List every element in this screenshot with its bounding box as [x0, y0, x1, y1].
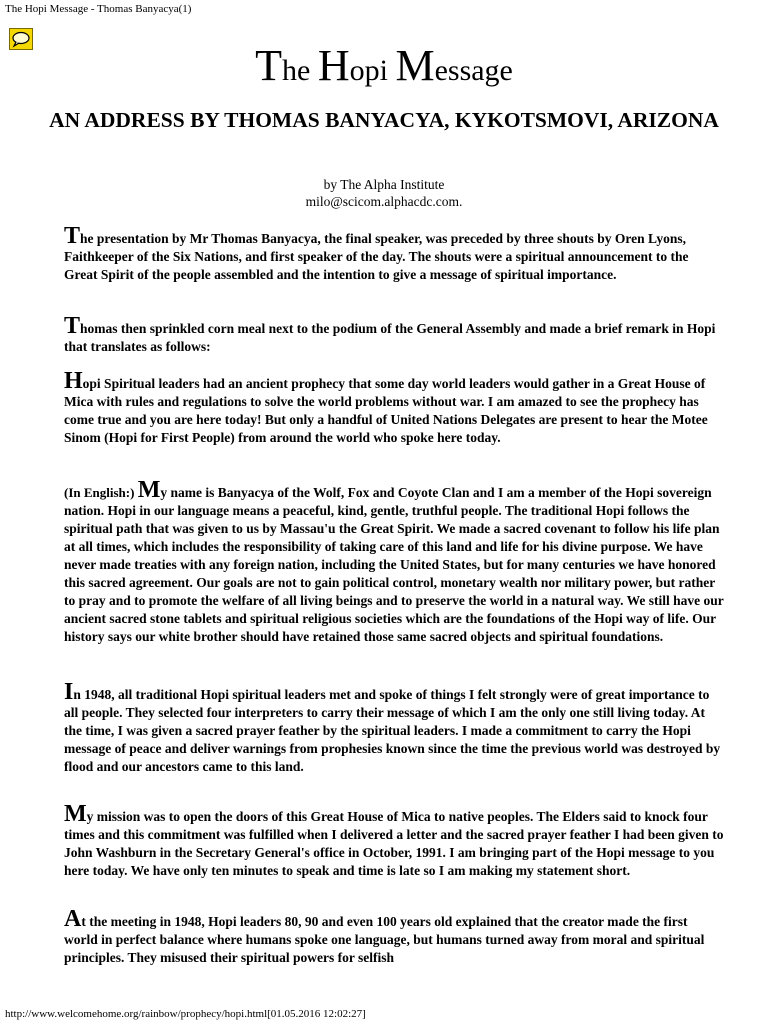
paragraph-6: My mission was to open the doors of this Great House of Mica to native peoples. The Elders said to knock four times and this commitment was fulfilled when I delivered a letter and the sacred prayer feather I had been given to John Washburn in the Secretary General's office in October, 1991. I am bringing part of the Hopi message to you here today. We have only ten minutes to speak and time is late so I am making my statement short.	[64, 801, 724, 878]
byline	[0, 177, 768, 210]
address-subtitle: AN ADDRESS BY THOMAS BANYACYA, KYKOTSMOVI, ARIZONA	[49, 108, 719, 132]
paragraph-5: In 1948, all traditional Hopi spiritual leaders met and spoke of things I felt strongly were of great importance to all people. They selected four interpreters to carry their message of which I am the only one still living today. At the time, I was given a sacred prayer feather by the spiritual leaders. I made a commitment to carry the Hopi message of peace and deliver warnings from prophesies known since the time the previous world was destroyed by flood and our ancestors came to this land.	[64, 679, 721, 774]
paragraph-1: The presentation by Mr Thomas Banyacya, the final speaker, was preceded by three shouts by Oren Lyons, Faithkeeper of the Six Nations, and first speaker of the day. The shouts were a spiritual announcement to the Great Spirit of the people assembled and the intention to give a message of spiritual importance.	[64, 223, 689, 282]
paragraph-2: Thomas then sprinkled corn meal next to the podium of the General Assembly and made a brief remark in Hopi that translates as follows:	[64, 313, 716, 354]
browser-page-title: The Hopi Message - Thomas Banyacya(1)	[5, 3, 192, 15]
byline-email: milo@scicom.alphacdc.com.	[305, 193, 463, 209]
paragraph-4: (In English:) My name is Banyacya of the Wolf, Fox and Coyote Clan and I am a member of the Hopi sovereign nation. Hopi in our language means a peaceful, kind, gentle, truthful people. The traditional Hopi follows the spiritual path that was given to us by Massau'u the Great Spirit. We made a sacred covenant to follow his life plan at all times, which includes the responsibility of taking care of this land and life for his divine purpose. We have never made treaties with any foreign nation, including the United States, but for many centuries we have honored this sacred agreement. Our goals are not to gain political control, monetary wealth nor military power, but rather to pray and to promote the welfare of all living beings and to preserve the world in a natural way. We still have our ancient sacred stone tablets and spiritual religious societies which are the foundations of the Hopi way of life. Our history says our white brother should have retained those same sacred objects and spiritual foundations.	[64, 477, 724, 644]
page-title: The Hopi Message	[255, 41, 513, 90]
byline-author: by The Alpha Institute	[323, 177, 445, 192]
paragraph-7: At the meeting in 1948, Hopi leaders 80, 90 and even 100 years old explained that the creator made the first world in perfect balance where humans spoke one language, but humans turned away from moral and spiritual principles. They misused their spiritual powers for selfish	[64, 906, 705, 965]
paragraph-3: Hopi Spiritual leaders had an ancient prophecy that some day world leaders would gather in a Great House of Mica with rules and regulations to solve the world problems without war. I am amazed to see the prophecy has come true and you are here today! But only a handful of United Nations Delegates are present to hear the Motee Sinom (Hopi for First People) from around the world who spoke here today.	[64, 368, 708, 445]
page-url-footer: http://www.welcomehome.org/rainbow/prophecy/hopi.html[01.05.2016 12:02:27]	[5, 1008, 366, 1020]
